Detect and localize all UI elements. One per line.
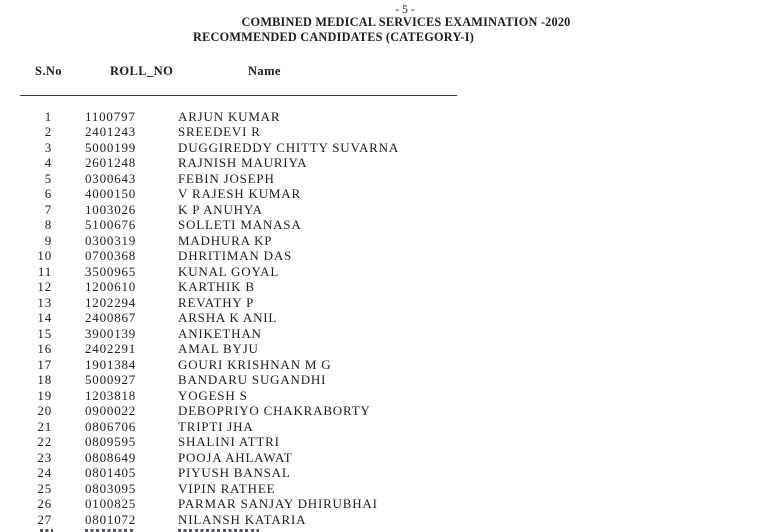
cell-roll-no: 0809595 xyxy=(85,434,137,449)
cell-sno: 16 xyxy=(37,341,52,356)
cell-name: SREEDEVI R xyxy=(178,124,261,139)
cell-sno: 6 xyxy=(44,186,52,201)
cell-name: ARSHA K ANIL xyxy=(178,310,278,325)
table-row xyxy=(0,310,784,326)
cell-name: RAJNISH MAURIYA xyxy=(178,155,308,170)
cell-name: PARMAR SANJAY DHIRUBHAI xyxy=(178,496,378,511)
column-header-name: Name xyxy=(248,63,281,78)
cell-roll-no: 5100676 xyxy=(85,217,137,232)
cell-sno: 4 xyxy=(44,155,52,170)
cell-name: TRIPTI JHA xyxy=(178,418,254,434)
cell-name: K P ANUHYA xyxy=(178,201,263,217)
clipped-roll-fragment xyxy=(85,529,133,532)
cell-roll-no: 4000150 xyxy=(85,186,137,201)
clipped-name-fragment xyxy=(178,529,259,532)
cell-sno: 21 xyxy=(37,418,52,434)
table-row xyxy=(0,481,784,497)
cell-name: AMAL BYJU xyxy=(178,341,259,356)
cell-name: GOURI KRISHNAN M G xyxy=(178,356,332,372)
cell-roll-no: 2400867 xyxy=(85,310,137,325)
cell-sno: 24 xyxy=(37,465,52,480)
cell-roll-no: 3900139 xyxy=(85,325,137,341)
cell-roll-no: 3500965 xyxy=(85,263,137,279)
cell-roll-no: 0803095 xyxy=(85,480,137,496)
cell-name: PIYUSH BANSAL xyxy=(178,465,291,480)
cell-sno: 1 xyxy=(44,108,52,124)
table-row xyxy=(0,186,784,202)
table-row xyxy=(0,295,784,311)
candidate-list xyxy=(0,109,784,528)
cell-sno: 5 xyxy=(44,170,52,186)
table-row xyxy=(0,248,784,264)
cell-name: BANDARU SUGANDHI xyxy=(178,372,327,387)
cell-name: POOJA AHLAWAT xyxy=(178,449,293,465)
cell-roll-no: 5000927 xyxy=(85,372,137,387)
cell-roll-no: 5000199 xyxy=(85,139,137,155)
cell-roll-no: 1003026 xyxy=(85,201,137,217)
table-row xyxy=(0,419,784,435)
cell-sno: 22 xyxy=(37,434,52,449)
cell-sno: 18 xyxy=(37,372,52,387)
cell-roll-no: 0700368 xyxy=(85,248,137,263)
cell-name: V RAJESH KUMAR xyxy=(178,186,301,201)
table-row xyxy=(0,512,784,528)
cell-roll-no: 0300319 xyxy=(85,232,137,248)
cell-sno: 20 xyxy=(37,403,52,418)
table-row xyxy=(0,450,784,466)
cell-roll-no: 2401243 xyxy=(85,124,137,139)
cell-roll-no: 1202294 xyxy=(85,294,137,310)
table-row xyxy=(0,341,784,357)
cell-sno: 19 xyxy=(37,387,52,403)
cell-roll-no: 1100797 xyxy=(85,108,136,124)
cell-sno: 14 xyxy=(37,310,52,325)
cell-name: DHRITIMAN DAS xyxy=(178,248,293,263)
cell-roll-no: 1203818 xyxy=(85,387,137,403)
cell-sno: 10 xyxy=(37,248,52,263)
table-header-row xyxy=(0,64,784,80)
table-row xyxy=(0,357,784,373)
cell-roll-no: 0808649 xyxy=(85,449,137,465)
cell-sno: 9 xyxy=(44,232,52,248)
table-row xyxy=(0,372,784,388)
cell-sno: 3 xyxy=(44,139,52,155)
cell-name: KUNAL GOYAL xyxy=(178,263,280,279)
document-subtitle: RECOMMENDED CANDIDATES (CATEGORY-I) xyxy=(193,30,474,44)
cell-sno: 25 xyxy=(37,480,52,496)
cell-name: SHALINI ATTRI xyxy=(178,434,280,449)
cell-sno: 13 xyxy=(37,294,52,310)
clipped-sno-fragment xyxy=(40,529,53,532)
cell-name: REVATHY P xyxy=(178,294,255,310)
header-divider-line xyxy=(20,95,457,96)
cell-name: DUGGIREDDY CHITTY SUVARNA xyxy=(178,139,400,155)
cell-sno: 7 xyxy=(44,201,52,217)
column-header-sno: S.No xyxy=(35,63,62,78)
table-row xyxy=(0,279,784,295)
table-row xyxy=(0,496,784,512)
cell-roll-no: 0801072 xyxy=(85,511,137,527)
table-row xyxy=(0,326,784,342)
table-row xyxy=(0,434,784,450)
cell-sno: 23 xyxy=(37,449,52,465)
cell-name: FEBIN JOSEPH xyxy=(178,170,275,186)
cell-name: NILANSH KATARIA xyxy=(178,511,307,527)
cell-sno: 15 xyxy=(37,325,52,341)
cell-roll-no: 0900022 xyxy=(85,403,137,418)
table-row xyxy=(0,155,784,171)
cell-name: KARTHIK B xyxy=(178,279,255,294)
cell-name: YOGESH S xyxy=(178,387,248,403)
cell-roll-no: 1200610 xyxy=(85,279,137,294)
document-title: COMBINED MEDICAL SERVICES EXAMINATION -2020 xyxy=(241,15,571,29)
table-row xyxy=(0,403,784,419)
cell-roll-no: 0100825 xyxy=(85,496,137,511)
cell-roll-no: 0801405 xyxy=(85,465,137,480)
page-number: - 5 - xyxy=(395,3,415,16)
table-row xyxy=(0,264,784,280)
cell-roll-no: 2601248 xyxy=(85,155,137,170)
cell-name: MADHURA KP xyxy=(178,232,273,248)
cell-roll-no: 2402291 xyxy=(85,341,137,356)
cell-name: VIPIN RATHEE xyxy=(178,480,276,496)
cell-name: DEBOPRIYO CHAKRABORTY xyxy=(178,403,371,418)
column-header-roll-no: ROLL_NO xyxy=(110,63,174,78)
cell-sno: 2 xyxy=(44,124,52,139)
cell-name: ANIKETHAN xyxy=(178,325,262,341)
cell-roll-no: 0300643 xyxy=(85,170,137,186)
table-row xyxy=(0,171,784,187)
cell-name: SOLLETI MANASA xyxy=(178,217,302,232)
table-row xyxy=(0,202,784,218)
cell-sno: 26 xyxy=(37,496,52,511)
cell-sno: 27 xyxy=(37,511,52,527)
cell-sno: 12 xyxy=(37,279,52,294)
cell-sno: 11 xyxy=(37,263,52,279)
table-row xyxy=(0,233,784,249)
cell-sno: 17 xyxy=(37,356,52,372)
table-row xyxy=(0,109,784,125)
table-row xyxy=(0,124,784,140)
table-row xyxy=(0,465,784,481)
cell-sno: 8 xyxy=(44,217,52,232)
table-row xyxy=(0,140,784,156)
table-row xyxy=(0,388,784,404)
table-row xyxy=(0,217,784,233)
cell-name: ARJUN KUMAR xyxy=(178,108,281,124)
cell-roll-no: 1901384 xyxy=(85,356,137,372)
cell-roll-no: 0806706 xyxy=(85,418,137,434)
